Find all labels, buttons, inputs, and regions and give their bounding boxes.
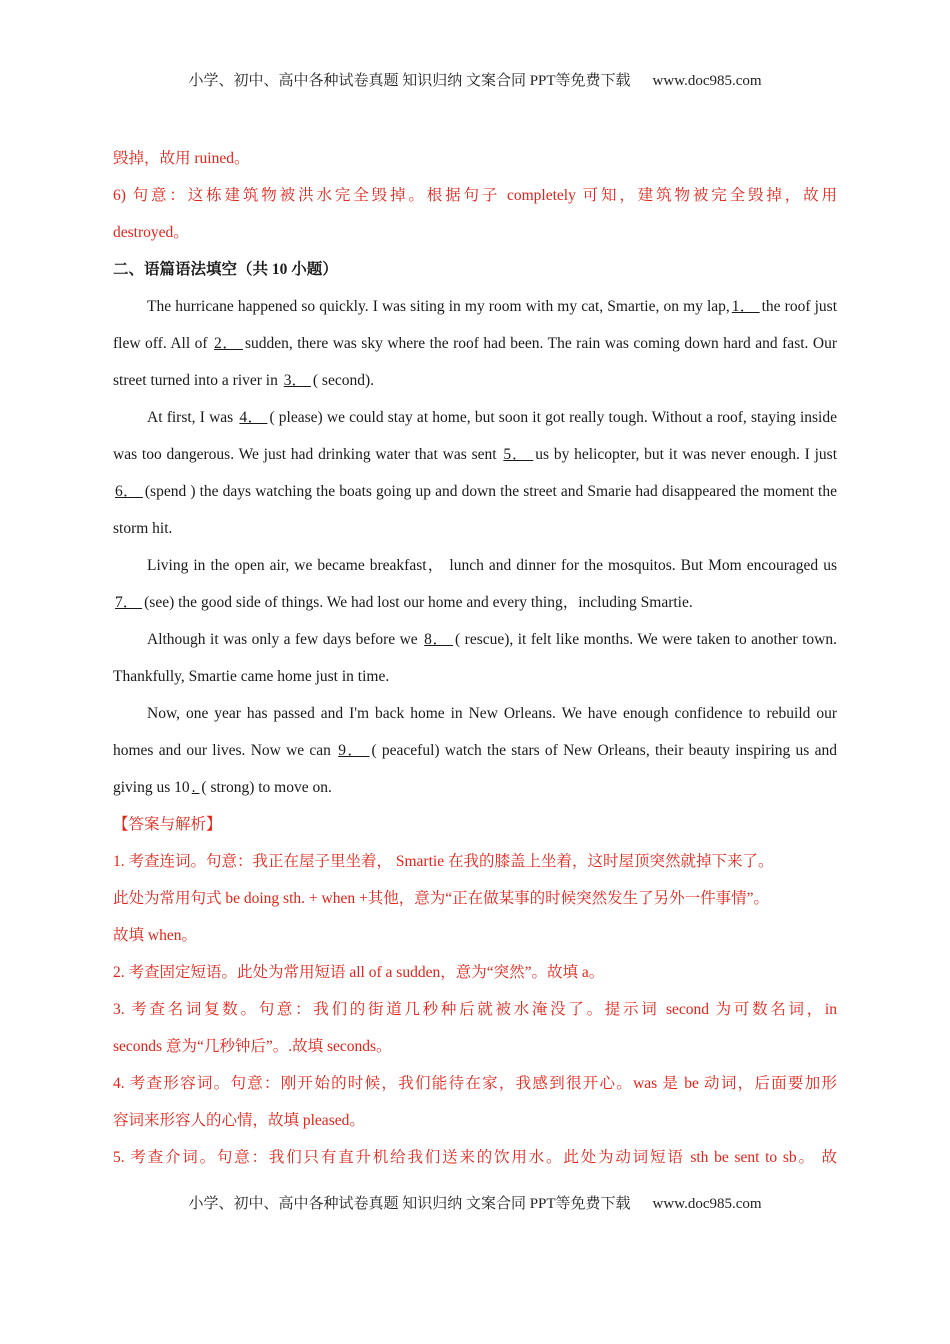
answer-line: 容词来形容人的心情，故填 pleased。 xyxy=(113,1112,365,1129)
answer-line: 4. 考查形容词。句意：刚开始的时候，我们能待在家，我感到很开心。was 是 be 动词，后面要加形 xyxy=(113,1075,837,1092)
prev-answer-line: 毁掉，故用 ruined。 xyxy=(113,150,250,167)
blank-9: 9． xyxy=(338,742,370,759)
blank-6: 6． xyxy=(115,483,143,500)
header-text: 小学、初中、高中各种试卷真题 知识归纳 文案合同 PPT等免费下载 xyxy=(188,73,631,89)
passage-paragraph: At first, I was 4． ( please) we could stay at home, but soon it got really tough. Without a roof, staying inside was too dangerous. We just had drinking water that was sent 5． us by helicopter, but it was never enough. I just 6． (spend ) the days watching the boats going up and down the street and Smarie had disappeared the moment the storm hit. xyxy=(113,409,837,537)
answer-line: 3. 考查名词复数。句意：我们的街道几秒种后就被水淹没了。提示词 second 为可数名词，in xyxy=(113,1001,837,1018)
document-body xyxy=(113,140,837,1176)
section-title: 二、语篇语法填空（共 10 小题） xyxy=(113,261,338,278)
answer-line: 2. 考查固定短语。此处为常用短语 all of a sudden，意为“突然”。故填 a。 xyxy=(113,964,605,981)
page-header xyxy=(0,69,950,90)
answer-line: 1. 考查连词。句意：我正在屋子里坐着， Smartie 在我的膝盖上坐着，这时屋顶突然就掉下来了。 xyxy=(113,853,774,870)
passage-paragraph: Now, one year has passed and I'm back home in New Orleans. We have enough confidence to rebuild our homes and our lives. Now we can 9． ( peaceful) watch the stars of New Orleans, their beauty inspiring us and giving us 10 . ( strong) to move on. xyxy=(113,705,837,796)
answer-line: seconds 意为“几秒钟后”。.故填 seconds。 xyxy=(113,1038,392,1055)
blank-8: 8． xyxy=(424,631,454,648)
page-footer xyxy=(0,1192,950,1213)
blank-5: 5． xyxy=(503,446,534,463)
answer-line: 此处为常用句式 be doing sth. + when +其他，意为“正在做某事的时候突然发生了另外一件事情”。 xyxy=(113,890,769,907)
blank-3: 3． xyxy=(283,372,311,389)
blank-4: 4． xyxy=(239,409,268,426)
passage-paragraph: Living in the open air, we became breakfast， lunch and dinner for the mosquitos. But Mom encouraged us 7． (see) the good side of things. We had lost our home and every thing，including Smartie. xyxy=(115,557,837,611)
blank-2: 2． xyxy=(214,335,243,352)
blank-7: 7． xyxy=(115,594,143,611)
passage-paragraph: The hurricane happened so quickly. I was siting in my room with my cat, Smartie, on my lap, 1． the roof just flew off. All of 2． sudden, there was sky where the roof had been. The rain was coming down hard and fast. Our street turned into a river in 3． ( second). xyxy=(113,298,837,389)
answer-line: 故填 when。 xyxy=(113,927,197,944)
footer-url[interactable]: www.doc985.com xyxy=(652,1196,762,1212)
prev-answer-line: destroyed。 xyxy=(113,224,189,241)
footer-text: 小学、初中、高中各种试卷真题 知识归纳 文案合同 PPT等免费下载 xyxy=(188,1196,631,1212)
header-url[interactable]: www.doc985.com xyxy=(652,73,762,89)
blank-10: . xyxy=(191,779,200,796)
answer-line: 5. 考查介词。句意：我们只有直升机给我们送来的饮用水。此处为动词短语 sth be sent to sb。 故 xyxy=(113,1149,837,1166)
prev-answer-line: 6) 句意：这栋建筑物被洪水完全毁掉。根据句子 completely 可知，建筑物被完全毁掉，故用 xyxy=(113,187,837,204)
answer-title: 【答案与解析】 xyxy=(113,816,222,833)
passage-paragraph: Although it was only a few days before we 8． ( rescue), it felt like months. We were taken to another town. Thankfully, Smartie came home just in time. xyxy=(113,631,837,685)
blank-1: 1． xyxy=(731,298,760,315)
